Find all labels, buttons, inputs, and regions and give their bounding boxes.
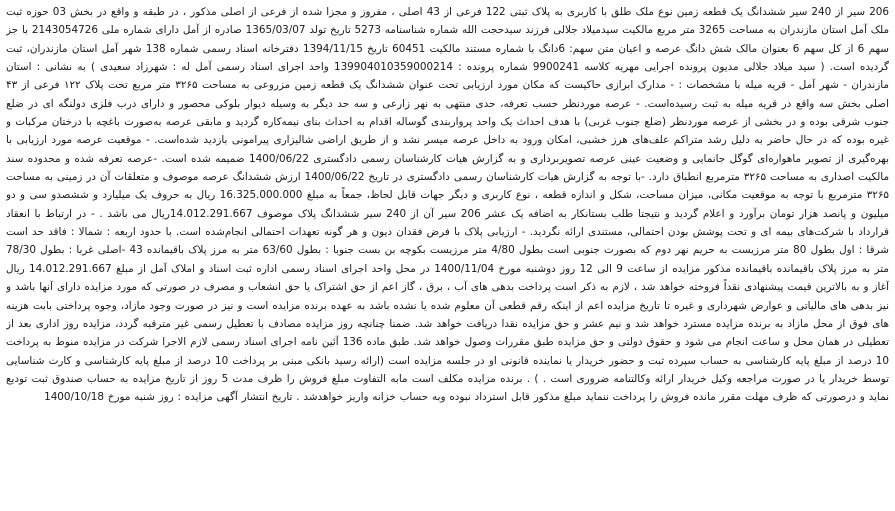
auction-notice [6, 3, 889, 508]
notice-body-text: 206 سیر از 240 سیر ششدانگ یک قطعه زمین نوع ملک طلق با کاربری به پلاک ثبتی 122 فرعی از 43 اصلی ، مفروز و مجزا شده از فرعی از اصلی مذکور ، در طبقه و واقع در بخش 03 حوزه ثبت ملک آمل استان مازندران به مساحت 3265 متر مربع مالکیت سیدمیلاد جلالی فرزند سیدحجت الله شماره شناسنامه 5273 تاریخ تولد 1365/03/07 صادره از آمل دارای شماره ملی 2143054726 با جز سهم 6 از کل سهم 6 بعنوان مالک شش دانگ عرصه و اعیان متن سهم: 6دانگ با شماره مستند مالکیت 60451 تاریخ 1394/11/15 دفترخانه اسناد رسمی شماره 138 شهر آمل استان مازندران، ثبت گردیده است. ( سید میلاد جلالی مدیون پرونده اجرایی مهریه کلاسه 9900241 شماره پرونده : 139904010359000214 واحد اجرای اسناد رسمی آمل له : شهرزاد سعیدی ) به نشانی : استان مازندران - شهر آمل - قریه میله با مشخصات : - مدارک ابرازی حاکیست که مکان مورد ارزیابی تحت عنوان ششدانگ یک قطعه زمین مزروعی به مساحت ۳۲۶۵ متر مربع تحت پلاک ۱۲۲ فرعی از ۴۳ اصلی بخش سه واقع در قریه میله به ثبت رسیده‌است. - عرصه موردنظر حسب تعرفه، حدی منتهی به نهر زارعی و سه حد دیگر به وسیله دیوار بلوکی محصور و دارای درب فلزی دولنگه ای در ضلع جنوب شرقی بوده و در بخشی از عرصه موردنظر (ضلع جنوب غربی) با هدف احداث یک واحد پرواربندی گوساله اقدام به احداث بنای نیمه‌کاره گردید و مابقی عرصه به‌صورت باغچه با درختان مرکبات و غیره بوده که در حال حاضر به دلیل رشد متراکم علف‌های هرز خشبی، امکان ورود به داخل عرصه میسر نشد و از طریق اراضی شالیزاری پیرامونی بازدید شده‌است. - موقعیت عرصه مورد ارزیابی با بهره‌گیری از تصویر ماهواره‌ای گوگل جانمایی و وضعیت عینی عرصه تصویربرداری و به گزارش هیات کارشناسان رسمی دادگستری 1400/06/22 ضمیمه شده است. -عرصه تعرفه شده و محدوده سند مالکیت اصداری به مساحت ۳۲۶۵ مترمربع انطباق دارد. -با توجه به گزارش هیات کارشناسان رسمی دادگستری در تاریخ 1400/06/22 ارزش ششدانگ عرصه موصوف و متعلقات آن در زمینی به مساحت ۳۲۶۵ مترمربع با توجه به موقعیت مکانی، میزان مساحت، شکل و اندازه قطعه ، نوع کاربری و دیگر جهات قابل لحاظ، جمعاً به مبلغ 16.325.000.000 ریال به حروف یک میلیارد و ششصدو سی و دو میلیون و پانصد هزار تومان برآورد و اعلام گردید و نتیجتا طلب بستانکار به اضافه یک عشر 206 سیر آن از 240 سیر ششدانگ پلاک موصوف 14.012.291.667ریال می باشد . - در ارتباط با انعقاد قرارداد با شرکت‌های بیمه ای و تحت پوشش بودن احتمالی، مستندی ارائه نگردید. - ارزیابی پلاک با فرض فقدان دیون و هر گونه تعهدات احتمالی انجام‌شده است. با حدود اربعه : شمالا : فاقد حد است شرقا : اول بطول 80 متر مرزیست به حریم نهر دوم که بصورت جنوبی است بطول 4/80 متر مرزیست بکوچه بن بست جنوبا : بطول 63/60 متر به مرز پلاک باقیمانده 43 -اصلی غربا : بطول 78/30 متر به مرز پلاک باقیمانده باقیمانده مذکور مزایده از ساعت 9 الی 12 روز دوشنبه مورخ 1400/11/04 در محل واحد اجرای اسناد رسمی اداره ثبت اسناد و املاک آمل از مبلغ 14.012.291.667 ریال آغاز و به بالاترین قیمت پیشنهادی نقداً فروخته خواهد شد ، لازم به ذکر است پرداخت بدهی های آب ، برق ، گاز اعم از حق اشتراک یا حق انشعاب و مصرف در صورتی که مورد مزایده دارای آنها باشد و نیز بدهی های مالیاتی و عوارض شهرداری و غیره تا تاریخ مزایده اعم از اینکه رقم قطعی آن معلوم شده یا نشده باشد به عهده برنده مزایده است و نیز در صورت وجود مازاد، وجوه پرداختی بابت هزینه های فوق از محل مازاد به برنده مزایده مسترد خواهد شد و نیم عشر و حق مزایده نقدا دریافت خواهد شد. ضمنا چنانچه روز مزایده مصادف با تعطیل رسمی غیر مترقبه گردد، مزایده روز اداری بعد از تعطیلی در همان محل و ساعت انجام می شود و حقوق دولتی و حق مزایده طبق مقررات وصول خواهد شد. طبق ماده 136 آئین نامه اجرای اسناد رسمی لازم الاجرا شرکت در مزایده منوط به پرداخت 10 درصد از مبلغ پایه کارشناسی به حساب سپرده ثبت و حضور خریدار یا نماینده قانونی او در جلسه مزایده است (ارائه رسید بانکی مبنی بر پرداخت 10 درصد از مبلغ پایه کارشناسی و کارت شناسایی توسط خریدار یا در صورت مراجعه وکیل خریدار ارائه وکالتنامه ضروری است . ) . برنده مزایده مکلف است مابه التفاوت مبلغ فروش را ظرف مدت 5 روز از تاریخ مزایده به حساب صندوق ثبت تودیع نماید و درصورتی که ظرف مهلت مقرر مانده فروش را پرداخت ننماید مبلغ مذکور قابل استرداد نبوده وبه حساب خزانه واریز خواهدشد . تاریخ انتشار آگهی مزایده : روز شنبه مورخ 1400/10/18 [6, 6, 889, 404]
